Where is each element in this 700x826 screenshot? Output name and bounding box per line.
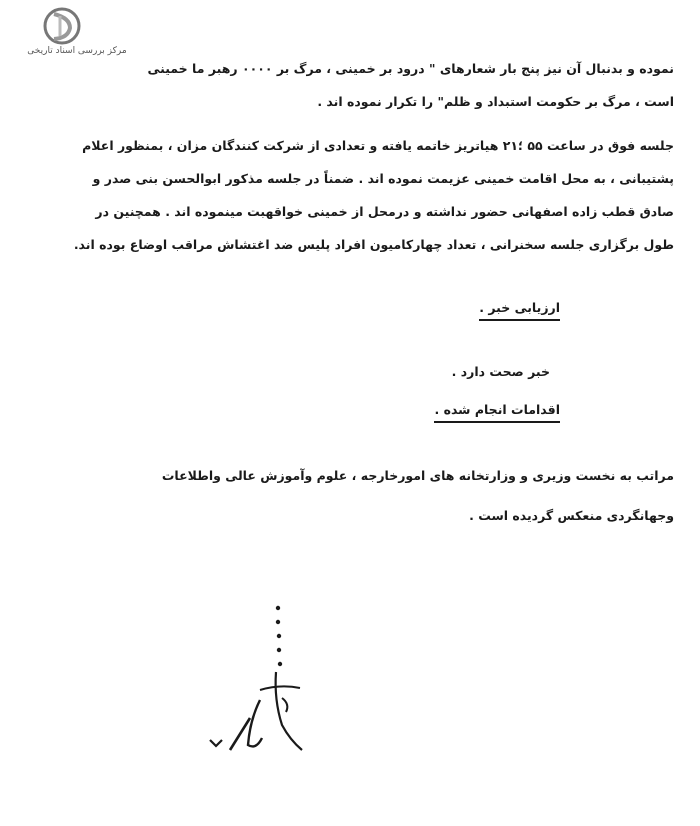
text-line: پشتیبانی ، به محل اقامت خمینی عزیمت نموده اند . ضمناً در جلسه مذکور ابوالحسن بنی صدر و <box>92 171 674 186</box>
text-line: مراتب به نخست وزیری و وزارتخانه های امورخارجه ، علوم وآموزش عالی واطلاعات <box>161 468 674 483</box>
archive-logo-text: مرکز بررسی اسناد تاریخی <box>27 46 127 56</box>
text-line: جلسه فوق در ساعت ۵۵ ؛۲۱ هیاتریز خاتمه یافته و تعدادی از شرکت کنندگان مزان ، بمنظور اعلام <box>82 138 674 153</box>
text-line: نموده و بدنبال آن نیز پنج بار شعارهای " درود بر خمینی ، مرگ بر ۰۰۰۰ رهبر ما خمینی <box>147 61 674 76</box>
accuracy-statement: خبر صحت دارد . <box>451 364 550 379</box>
paragraph-slogans <box>20 52 674 118</box>
text-line: طول برگزاری جلسه سخنرانی ، تعداد چهارکامیون افراد پلیس ضد اغتشاش مراقب اوضاع بوده اند. <box>73 237 674 252</box>
text-line: صادق قطب زاده اصفهانی حضور نداشته و درمحل از خمینی خواقهبت مینموده اند . همچنین در <box>95 204 674 219</box>
handwritten-signature <box>190 600 350 770</box>
text-line: وجهانگردی منعکس گردیده است . <box>469 508 674 523</box>
paragraph-meeting <box>20 129 674 261</box>
evaluation-heading: ارزیابی خبر . <box>479 300 560 321</box>
archive-emblem-icon <box>40 6 84 46</box>
actions-heading: اقدامات انجام شده . <box>434 402 560 423</box>
text-line: است ، مرگ بر حکومت استبداد و ظلم" را تکرار نموده اند . <box>317 94 674 109</box>
paragraph-distribution <box>20 456 674 536</box>
